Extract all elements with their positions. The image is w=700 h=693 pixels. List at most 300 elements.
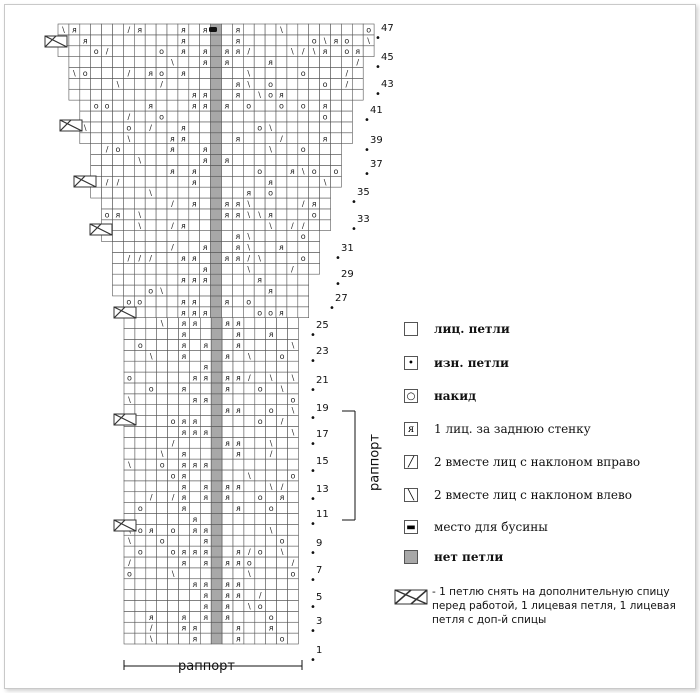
stitch-cell <box>287 285 298 296</box>
stitch-cell <box>145 176 156 187</box>
stitch-cell <box>135 633 146 644</box>
row-marker-dot: • <box>310 356 316 367</box>
stitch-cell <box>123 285 134 296</box>
stitch-cell <box>276 122 287 133</box>
stitch-cell <box>276 231 287 242</box>
stitch-cell <box>157 546 168 557</box>
stitch-cell <box>135 622 146 633</box>
stitch-cell <box>277 470 288 481</box>
stitch-symbol: ᴙ <box>115 210 121 220</box>
stitch-cell <box>277 318 288 329</box>
legend-twisted <box>404 418 591 440</box>
stitch-symbol: / <box>116 177 120 187</box>
stitch-cell <box>113 231 124 242</box>
stitch-cell <box>254 231 265 242</box>
stitch-cell <box>123 187 134 198</box>
stitch-cell <box>265 165 276 176</box>
stitch-cell <box>265 263 276 274</box>
stitch-cell <box>146 590 157 601</box>
stitch-cell <box>309 100 320 111</box>
stitch-cell <box>255 372 266 383</box>
stitch-cell <box>134 111 145 122</box>
stitch-cell <box>157 405 168 416</box>
stitch-symbol: ᴙ <box>192 580 198 590</box>
stitch-cell <box>145 155 156 166</box>
stitch-cell <box>255 611 266 622</box>
stitch-cell <box>244 448 255 459</box>
stitch-symbol: o <box>148 384 154 394</box>
stitch-symbol: o <box>170 417 176 427</box>
stitch-cell <box>266 350 277 361</box>
stitch-cell <box>200 231 211 242</box>
stitch-cell <box>168 611 179 622</box>
stitch-cell <box>179 361 190 372</box>
stitch-symbol: ᴙ <box>225 406 230 416</box>
stitch-symbol: o <box>268 612 274 622</box>
stitch-cell <box>102 35 113 46</box>
stitch-cell <box>331 100 342 111</box>
row-number: 3 <box>316 616 323 627</box>
stitch-cell <box>287 35 298 46</box>
stitch-cell <box>288 590 299 601</box>
stitch-symbol: o <box>279 351 285 361</box>
no-stitch-cell <box>211 307 222 318</box>
row-number: 45 <box>381 52 394 63</box>
stitch-symbol: ᴙ <box>236 340 241 350</box>
stitch-cell <box>276 144 287 155</box>
stitch-cell <box>298 307 309 318</box>
stitch-cell <box>146 329 157 340</box>
stitch-symbol: ᴙ <box>203 601 209 611</box>
stitch-cell <box>146 394 157 405</box>
stitch-cell <box>233 394 244 405</box>
stitch-cell <box>146 579 157 590</box>
stitch-symbol: ᴙ <box>203 580 209 590</box>
stitch-symbol: / <box>280 417 284 427</box>
stitch-cell <box>331 111 342 122</box>
stitch-cell <box>167 35 178 46</box>
stitch-cell <box>266 459 277 470</box>
purl-dot-icon: • <box>404 356 418 370</box>
stitch-cell <box>309 68 320 79</box>
stitch-cell <box>254 198 265 209</box>
stitch-symbol: o <box>246 101 252 111</box>
stitch-cell <box>124 481 135 492</box>
stitch-cell <box>287 100 298 111</box>
stitch-cell <box>189 133 200 144</box>
stitch-cell <box>265 198 276 209</box>
stitch-cell <box>341 57 352 68</box>
stitch-cell <box>232 296 243 307</box>
stitch-cell <box>266 568 277 579</box>
stitch-cell <box>222 165 233 176</box>
stitch-symbol: ᴙ <box>224 58 230 68</box>
stitch-symbol: ᴙ <box>202 25 208 35</box>
stitch-cell <box>232 220 243 231</box>
stitch-cell <box>91 144 102 155</box>
stitch-cell <box>146 557 157 568</box>
stitch-cell <box>222 285 233 296</box>
stitch-symbol: / <box>127 253 131 263</box>
stitch-cell <box>146 361 157 372</box>
stitch-cell <box>288 579 299 590</box>
stitch-cell <box>232 111 243 122</box>
stitch-cell <box>222 394 233 405</box>
stitch-symbol: ᴙ <box>224 210 230 220</box>
stitch-symbol: ᴙ <box>224 199 230 209</box>
stitch-cell <box>123 176 134 187</box>
stitch-cell <box>265 242 276 253</box>
stitch-cell <box>244 492 255 503</box>
stitch-symbol: ᴙ <box>203 482 209 492</box>
stitch-symbol: o <box>268 79 274 89</box>
stitch-cell <box>157 394 168 405</box>
stitch-cell <box>113 263 124 274</box>
stitch-cell <box>287 209 298 220</box>
stitch-cell <box>80 24 91 35</box>
stitch-cell <box>167 307 178 318</box>
stitch-cell <box>146 318 157 329</box>
no-stitch-cell <box>211 176 222 187</box>
stitch-cell <box>255 394 266 405</box>
stitch-symbol: \ <box>290 47 294 57</box>
stitch-cell <box>288 535 299 546</box>
stitch-cell <box>277 329 288 340</box>
stitch-cell <box>102 198 113 209</box>
stitch-symbol: ᴙ <box>203 547 209 557</box>
stitch-cell <box>178 57 189 68</box>
stitch-symbol: ᴙ <box>180 221 186 231</box>
stitch-cell <box>287 122 298 133</box>
stitch-symbol: \ <box>247 243 251 253</box>
stitch-symbol: ᴙ <box>236 319 241 329</box>
stitch-symbol: ᴙ <box>181 482 187 492</box>
stitch-cell <box>124 448 135 459</box>
stitch-cell <box>168 579 179 590</box>
stitch-cell <box>243 285 254 296</box>
stitch-symbol: ᴙ <box>224 101 230 111</box>
stitch-cell <box>200 405 211 416</box>
stitch-cell <box>243 144 254 155</box>
stitch-cell <box>320 155 331 166</box>
stitch-cell <box>287 144 298 155</box>
stitch-symbol: / <box>290 264 294 274</box>
stitch-symbol: ᴙ <box>235 243 241 253</box>
stitch-cell <box>124 470 135 481</box>
stitch-cell <box>288 492 299 503</box>
stitch-symbol: \ <box>247 601 251 611</box>
legend-label-k2tog-right: 2 вместе лиц с наклоном вправо <box>434 455 641 469</box>
stitch-cell <box>277 437 288 448</box>
stitch-cell <box>167 89 178 100</box>
stitch-cell <box>276 285 287 296</box>
stitch-cell <box>287 242 298 253</box>
stitch-symbol: ᴙ <box>71 25 77 35</box>
stitch-cell <box>123 144 134 155</box>
stitch-cell <box>189 187 200 198</box>
stitch-cell <box>189 361 200 372</box>
stitch-symbol: ᴙ <box>192 634 198 644</box>
stitch-cell <box>309 122 320 133</box>
stitch-cell <box>135 470 146 481</box>
legend-yarnover <box>404 385 476 407</box>
stitch-cell <box>102 155 113 166</box>
stitch-cell <box>222 361 233 372</box>
stitch-symbol: \ <box>258 210 262 220</box>
stitch-symbol: / <box>247 47 251 57</box>
row-number: 5 <box>316 592 323 603</box>
no-stitch-cell <box>211 122 222 133</box>
stitch-symbol: \ <box>280 547 284 557</box>
stitch-cell <box>309 252 320 263</box>
stitch-cell <box>309 144 320 155</box>
stitch-cell <box>288 329 299 340</box>
stitch-cell <box>123 57 134 68</box>
stitch-cell <box>243 165 254 176</box>
stitch-cell <box>157 329 168 340</box>
stitch-cell <box>254 68 265 79</box>
stitch-symbol: \ <box>138 221 142 231</box>
stitch-cell <box>156 252 167 263</box>
stitch-cell <box>288 503 299 514</box>
stitch-cell <box>255 481 266 492</box>
stitch-cell <box>222 329 233 340</box>
stitch-symbol: / <box>105 47 109 57</box>
stitch-cell <box>254 100 265 111</box>
stitch-cell <box>298 35 309 46</box>
stitch-cell <box>287 252 298 263</box>
stitch-symbol: ᴙ <box>225 580 230 590</box>
stitch-cell <box>298 89 309 100</box>
stitch-symbol: \ <box>171 58 174 68</box>
stitch-cell <box>134 35 145 46</box>
stitch-cell <box>124 318 135 329</box>
stitch-cell <box>255 339 266 350</box>
stitch-symbol: o <box>159 68 165 78</box>
stitch-symbol: ᴙ <box>225 612 230 622</box>
stitch-symbol: ᴙ <box>192 395 198 405</box>
stitch-cell <box>179 633 190 644</box>
stitch-cell <box>113 111 124 122</box>
stitch-symbol: ᴙ <box>170 145 175 155</box>
stitch-symbol: ᴙ <box>192 514 198 524</box>
no-stitch-cell <box>211 318 222 329</box>
stitch-cell <box>288 383 299 394</box>
stitch-cell <box>168 426 179 437</box>
stitch-cell <box>266 590 277 601</box>
stitch-symbol: ᴙ <box>236 634 241 644</box>
stitch-cell <box>244 318 255 329</box>
stitch-symbol: ᴙ <box>235 199 241 209</box>
no-stitch-cell <box>211 209 222 220</box>
stitch-symbol: o <box>104 210 110 220</box>
no-stitch-cell <box>211 546 222 557</box>
stitch-cell <box>102 133 113 144</box>
stitch-cell <box>309 133 320 144</box>
stitch-cell <box>156 24 167 35</box>
stitch-symbol: ᴙ <box>236 623 241 633</box>
stitch-cell <box>232 187 243 198</box>
no-stitch-cell <box>211 383 222 394</box>
stitch-symbol: / <box>138 253 142 263</box>
stitch-cell <box>156 35 167 46</box>
stitch-cell <box>157 426 168 437</box>
stitch-cell <box>200 176 211 187</box>
no-stitch-icon <box>404 550 418 564</box>
stitch-cell <box>167 122 178 133</box>
stitch-symbol: o <box>300 232 306 242</box>
stitch-symbol: ᴙ <box>235 36 241 46</box>
stitch-cell <box>222 242 233 253</box>
stitch-cell <box>309 187 320 198</box>
stitch-cell <box>265 274 276 285</box>
no-stitch-cell <box>211 437 222 448</box>
stitch-cell <box>222 24 233 35</box>
stitch-symbol: ᴙ <box>202 58 208 68</box>
stitch-cell <box>266 600 277 611</box>
no-stitch-cell <box>211 448 222 459</box>
stitch-cell <box>222 535 233 546</box>
legend-knit <box>404 318 510 340</box>
stitch-symbol: / <box>301 199 305 209</box>
stitch-cell <box>134 198 145 209</box>
stitch-symbol: ᴙ <box>311 199 317 209</box>
stitch-cell <box>277 372 288 383</box>
no-stitch-cell <box>211 622 222 633</box>
stitch-symbol: ᴙ <box>225 438 230 448</box>
stitch-symbol: \ <box>269 438 273 448</box>
stitch-cell <box>233 568 244 579</box>
stitch-cell <box>156 231 167 242</box>
stitch-cell <box>265 133 276 144</box>
stitch-symbol: o <box>257 547 263 557</box>
stitch-cell <box>255 524 266 535</box>
stitch-cell <box>157 568 168 579</box>
stitch-symbol: \ <box>269 123 272 133</box>
stitch-cell <box>222 459 233 470</box>
stitch-symbol: ᴙ <box>180 68 186 78</box>
stitch-cell <box>156 57 167 68</box>
stitch-cell <box>102 68 113 79</box>
stitch-symbol: \ <box>269 482 273 492</box>
stitch-cell <box>189 600 200 611</box>
stitch-symbol: ᴙ <box>181 319 187 329</box>
stitch-cell <box>277 459 288 470</box>
stitch-symbol: ᴙ <box>225 384 230 394</box>
row-number: 43 <box>381 79 394 90</box>
stitch-cell <box>243 89 254 100</box>
stitch-cell <box>255 437 266 448</box>
stitch-cell <box>157 481 168 492</box>
stitch-cell <box>168 394 179 405</box>
stitch-cell <box>222 78 233 89</box>
stitch-symbol: \ <box>323 36 327 46</box>
stitch-cell <box>146 535 157 546</box>
stitch-cell <box>265 252 276 263</box>
stitch-cell <box>352 24 363 35</box>
stitch-symbol: ᴙ <box>181 449 187 459</box>
stitch-cell <box>146 600 157 611</box>
stitch-cell <box>135 448 146 459</box>
stitch-cell <box>124 546 135 557</box>
stitch-cell <box>179 394 190 405</box>
stitch-symbol: / <box>105 177 109 187</box>
stitch-cell <box>134 78 145 89</box>
stitch-cell <box>254 111 265 122</box>
stitch-cell <box>244 590 255 601</box>
stitch-symbol: o <box>126 123 132 133</box>
stitch-cell <box>189 231 200 242</box>
stitch-cell <box>254 263 265 274</box>
stitch-cell <box>331 24 342 35</box>
stitch-cell <box>266 339 277 350</box>
stitch-cell <box>222 144 233 155</box>
stitch-symbol: ᴙ <box>203 460 209 470</box>
stitch-symbol: / <box>280 482 284 492</box>
stitch-symbol: \ <box>247 79 251 89</box>
stitch-symbol: \ <box>269 373 273 383</box>
stitch-symbol: \ <box>247 232 251 242</box>
stitch-symbol: o <box>268 188 274 198</box>
stitch-cell <box>134 89 145 100</box>
stitch-cell <box>222 470 233 481</box>
stitch-cell <box>167 24 178 35</box>
stitch-cell <box>276 220 287 231</box>
stitch-cell <box>277 339 288 350</box>
stitch-cell <box>309 176 320 187</box>
row-number: 21 <box>316 375 329 386</box>
stitch-cell <box>91 57 102 68</box>
stitch-symbol: o <box>126 569 132 579</box>
stitch-cell <box>168 350 179 361</box>
stitch-cell <box>276 35 287 46</box>
stitch-symbol: ᴙ <box>224 297 230 307</box>
stitch-cell <box>167 296 178 307</box>
stitch-symbol: / <box>280 134 283 144</box>
stitch-cell <box>233 383 244 394</box>
stitch-cell <box>134 133 145 144</box>
stitch-cell <box>254 155 265 166</box>
stitch-symbol: o <box>137 525 143 535</box>
stitch-cell <box>123 89 134 100</box>
legend-label-twisted: 1 лиц. за заднюю стенку <box>434 422 591 436</box>
stitch-cell <box>146 437 157 448</box>
no-stitch-cell <box>211 339 222 350</box>
stitch-cell <box>123 35 134 46</box>
stitch-symbol: \ <box>291 427 295 437</box>
stitch-symbol: ᴙ <box>181 612 187 622</box>
stitch-cell <box>167 231 178 242</box>
stitch-cell <box>200 568 211 579</box>
stitch-cell <box>156 165 167 176</box>
stitch-cell <box>309 57 320 68</box>
stitch-cell <box>200 633 211 644</box>
stitch-cell <box>352 78 363 89</box>
stitch-symbol: o <box>115 145 121 155</box>
stitch-cell <box>331 78 342 89</box>
row-marker-dot: • <box>310 519 316 530</box>
stitch-symbol: \ <box>160 286 163 296</box>
stitch-cell <box>309 78 320 89</box>
stitch-cell <box>277 590 288 601</box>
stitch-cell <box>189 557 200 568</box>
stitch-symbol: \ <box>62 25 65 35</box>
stitch-symbol: ᴙ <box>180 36 186 46</box>
stitch-symbol: ᴙ <box>235 232 241 242</box>
stitch-cell <box>200 285 211 296</box>
stitch-symbol: ᴙ <box>289 166 295 176</box>
stitch-cell <box>298 263 309 274</box>
